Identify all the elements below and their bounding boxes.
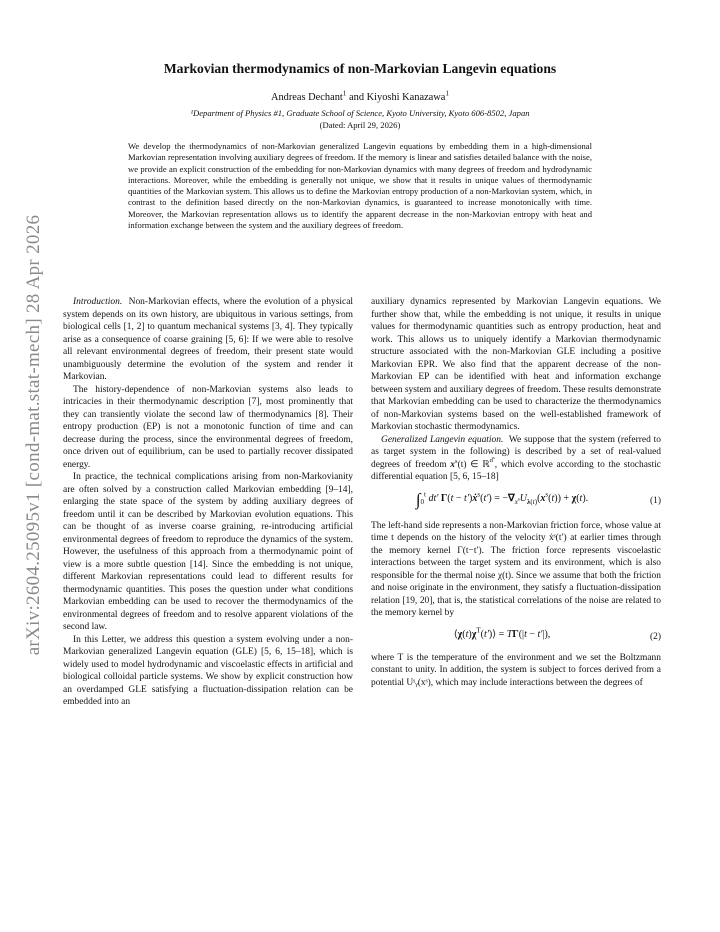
section-heading: Introduction.	[73, 297, 123, 307]
paragraph: auxiliary dynamics represented by Markovian Langevin equations. We further show that, while the embedding is not unique, it results in unique values for thermodynamic quantities such as entropy production, heat and work. This allows us to uniquely identify a Markovian thermodynamic structure associated with the non-Markovian GLE including a positive Markovian EPR. We also find that the apparent decrease of the non-Markovian EP can be identified with heat and information exchange between system and auxiliary degrees of freedom. These results demonstrate that Markovian embedding can be used to characterize the thermodynamics of non-Markovian systems based on the well-established framework of Markovian stochastic thermodynamics.	[371, 297, 661, 432]
paragraph: In practice, the technical complications arising from non-Markovianity are often solved by a construction called Markovian embedding [9–14], enlarging the state space of the system by adding auxiliary degrees of freedom until it can be described by Markovian evolution equations. This can be thought of as inverse coarse graining, re-introducing artificial environmental degrees of freedom to reproduce the dynamics of the system. However, the usefulness of this approach from a thermodynamic point of view is a more subtle question [14]. Since the embedding is not unique, different Markovian representations could lead to different results for thermodynamic quantities. This poses the question under what conditions Markovian embedding can be used to recover the thermodynamics of the environmental degrees of freedom and to resolve apparent violations of the second law.	[63, 472, 353, 632]
abstract: We develop the thermodynamics of non-Markovian generalized Langevin equations by embedding them in a high-dimensional Markovian representation involving auxiliary degrees of freedom. If the memory is linear and satisfies detailed balance with the noise, we provide an explicit construction of the embedding for non-Markovian dynamics with many degrees of freedom and hydrodynamic interactions. Moreover, while the embedding is generally not unique, we show that it results in unique values of thermodynamic quantities of the Markovian system. This allows us to define the Markovian entropy production of a non-Markovian system, which, in contrast to the definition based directly on the non-Markovian dynamics, is guaranteed to increase monotonically with time. Moreover, the Markovian representation allows us to identify the apparent decrease in the non-Markovian entropy with heat and information exchange between the system and the auxiliary degrees of freedom.	[128, 141, 592, 231]
paragraph: The left-hand side represents a non-Markovian friction force, whose value at time t depends on the history of the velocity ẋˢ(t′) at earlier times through the memory kernel Γ(t−t′). The friction force represents viscoelastic interactions between the target system and its environment, which is also responsible for the thermal noise χ(t). Since we assume that both the friction and noise originate in the environment, they satisfy a fluctuation-dissipation relation [19, 20], that is, the statistical correlations of the noise are related to the memory kernel by	[371, 520, 661, 618]
paper-title: Markovian thermodynamics of non-Markovian Langevin equations	[163, 61, 557, 76]
paragraph: In this Letter, we address this question a system evolving under a non-Markovian generalized Langevin equation (GLE) [5, 6, 15–18], which is widely used to model hydrodynamic and viscoelastic effects in artificial and biological colloidal particle systems. We show by explicit construction how an overdamped GLE satisfying a fluctuation-dissipation relation can be embedded into an	[63, 634, 353, 707]
left-column	[63, 296, 353, 709]
equation-body: $⟨\chi(t)\chi^T(t')⟩ = T\Gamma(|t - t'|)$,	[453, 626, 551, 640]
paragraph: Generalized Langevin equation. We suppose that the system (referred to as target system in the following) is described by a set of real-valued degrees of freedom $x^s(t)$ ∈ ℝ$^{d^s}$, which evolve according to the stochastic differential equation [5, 6, 15–18]	[371, 434, 661, 482]
authors: Andreas Dechant$^1$ and Kiyoshi Kanazawa$^1$	[270, 89, 450, 103]
equation-number: (2)	[649, 631, 661, 642]
date-line: (Dated: April 29, 2026)	[319, 120, 401, 130]
arxiv-identifier: arXiv:2604.25095v1 [cond-mat.stat-mech] 28 Apr 2026	[23, 214, 44, 656]
paragraph: Introduction. Non-Markovian effects, where the evolution of a physical system depends on its own history, are ubiquitous in various settings, from biological cells [1, 2] to quantum mechanical systems [3, 4]. They typically arise as a consequence of coarse graining [5, 6]: If we were able to resolve all relevant environmental degrees of freedom, their present state would unambiguously determine the evolution of the system and render it Markovian.	[63, 297, 354, 382]
equation-1	[371, 487, 661, 517]
equation-2	[371, 623, 661, 649]
paragraph: where T is the temperature of the environment and we set the Boltzmann constant to unity. In addition, the system is subject to forces derived from a potential Uˢᵧ(xˢ), which may include interactions between the degrees of	[371, 652, 661, 688]
equation-body: $\int_0^t$ dt′ Γ(t − t′)ẋ$^s$(t′) = $-\nabla_{x^s}U_{\lambda(t)}(x^s(t)) + \chi(t)$.	[415, 489, 589, 509]
paragraph: The history-dependence of non-Markovian systems also leads to intricacies in their thermodynamic description [7], most prominently that they can transiently violate the second law of thermodynamics [8]. Their entropy production (EP) is not a monotonic function of time and can decrease during the process, since the environmental degrees of freedom, once driven out of equilibrium, can be used to partially recover dissipated energy.	[63, 384, 353, 470]
affiliation: ¹Department of Physics #1, Graduate School of Science, Kyoto University, Kyoto 606-8502, Japan	[190, 108, 530, 118]
equation-number: (1)	[649, 495, 661, 506]
right-column	[371, 296, 661, 689]
section-heading: Generalized Langevin equation.	[381, 434, 504, 445]
